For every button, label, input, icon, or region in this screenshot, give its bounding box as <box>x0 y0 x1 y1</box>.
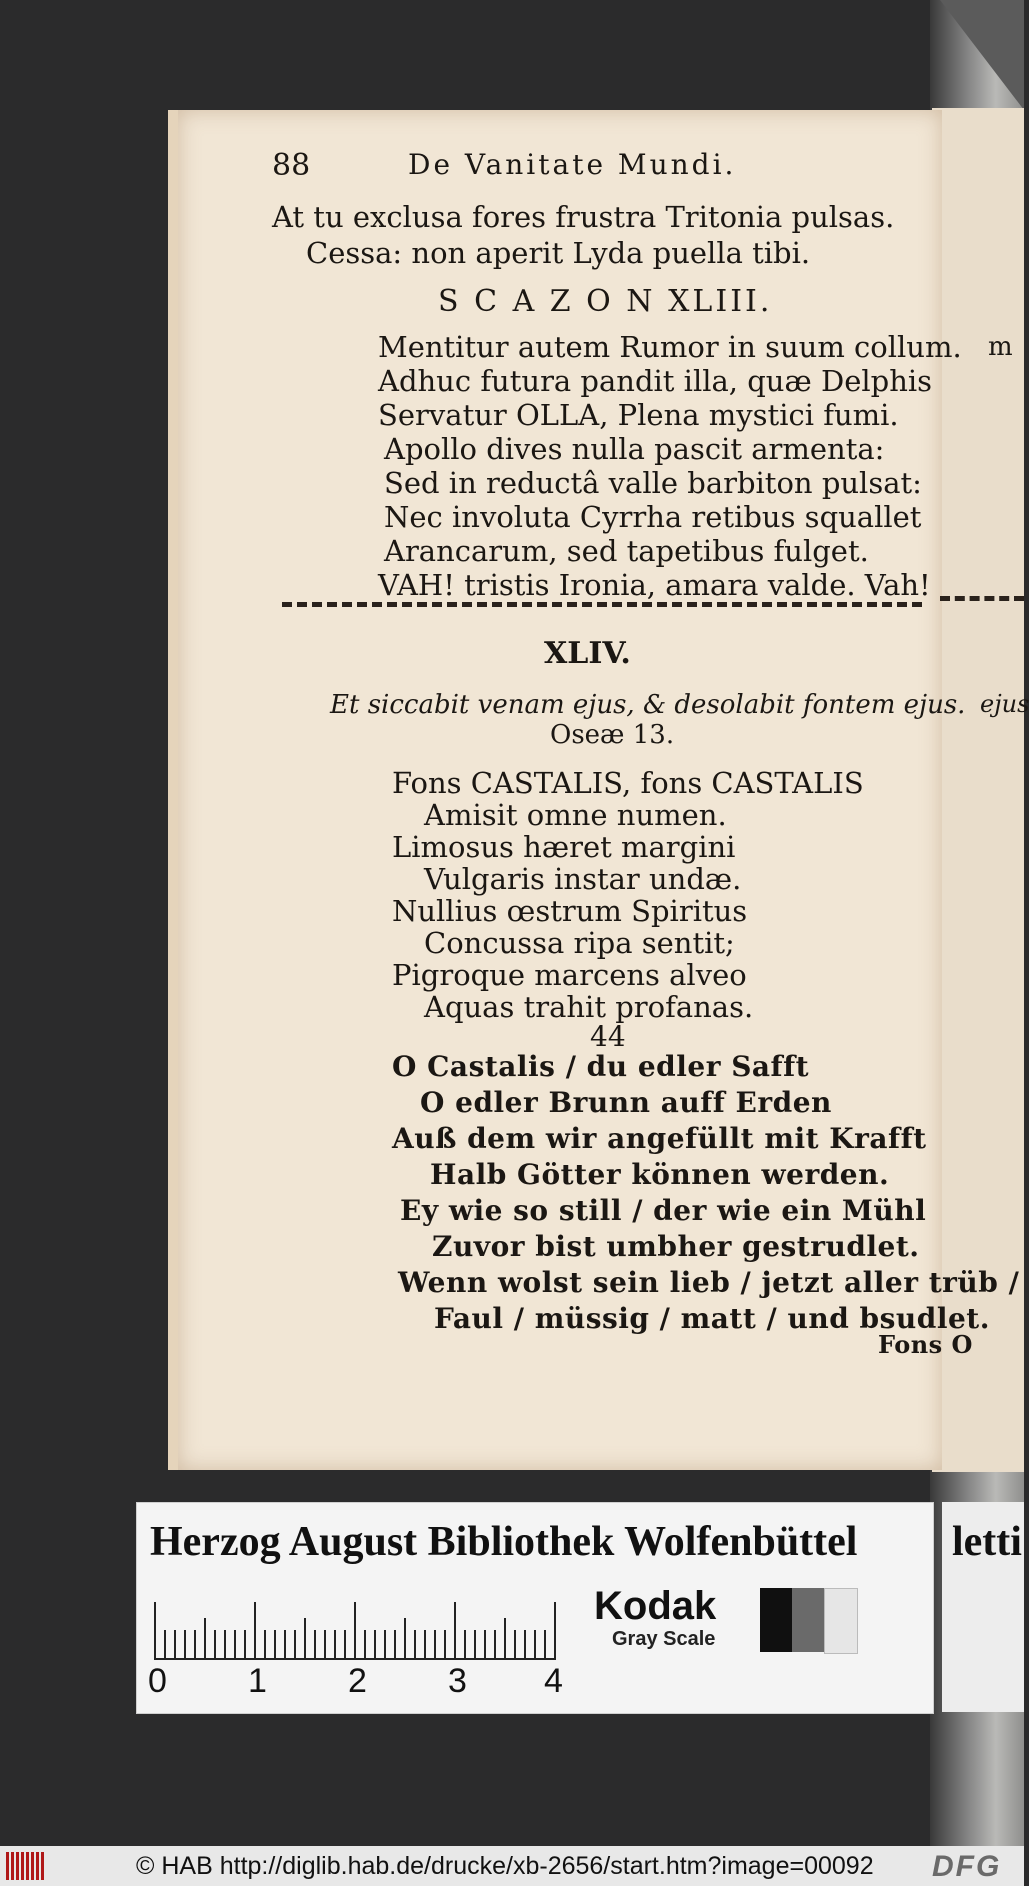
ruler-tick <box>384 1630 386 1658</box>
german-line-1: O Castalis / du edler Safft <box>392 1050 810 1083</box>
ruler-tick <box>514 1630 516 1658</box>
ruler-tick <box>354 1602 356 1658</box>
gray-scale-label: Gray Scale <box>612 1628 716 1650</box>
running-title: De Vanitate Mundi. <box>408 148 737 181</box>
ruler-tick <box>374 1630 376 1658</box>
ruler-tick <box>544 1630 546 1658</box>
motto: Et siccabit venam ejus, & desolabit fontem ejus. <box>330 690 966 720</box>
scazon-line-8: VAH! tristis Ironia, amara valde. Vah! <box>378 568 931 602</box>
hab-logo-icon <box>6 1852 46 1880</box>
swatch-white <box>824 1588 858 1654</box>
ruler-tick <box>214 1630 216 1658</box>
right-page-fragment-2: ejus <box>980 690 1029 718</box>
ruler-tick <box>184 1630 186 1658</box>
german-line-5: Ey wie so still / der wie ein Mühl <box>400 1194 927 1227</box>
kodak-logo: Kodak <box>594 1584 717 1628</box>
facing-divider <box>940 596 1024 601</box>
ruler-tick <box>254 1602 256 1658</box>
ruler-tick <box>224 1630 226 1658</box>
ruler-tick <box>454 1602 456 1658</box>
ruler-tick <box>164 1630 166 1658</box>
ruler-tick <box>404 1618 406 1658</box>
ruler-label-1: 1 <box>248 1662 267 1700</box>
scan-corner-shadow <box>940 0 1024 110</box>
scazon-line-1: Mentitur autem Rumor in suum collum. <box>378 330 962 364</box>
dfg-logo: DFG <box>932 1850 1002 1883</box>
ruler-tick <box>244 1630 246 1658</box>
ruler-tick <box>394 1630 396 1658</box>
ruler-tick <box>234 1630 236 1658</box>
motto-source: Oseæ 13. <box>550 720 675 750</box>
ruler-tick <box>274 1630 276 1658</box>
scazon-line-5: Sed in reductâ valle barbiton pulsat: <box>384 466 922 500</box>
latin-line-7: Pigroque marcens alveo <box>392 958 747 992</box>
ruler-label-4: 4 <box>544 1662 563 1700</box>
ruler-tick <box>434 1630 436 1658</box>
scazon-heading: S C A Z O N XLIII. <box>438 284 773 319</box>
latin-line-5: Nullius œstrum Spiritus <box>392 894 748 928</box>
german-line-7: Wenn wolst sein lieb / jetzt aller trüb / <box>398 1266 1020 1299</box>
ruler-tick <box>444 1630 446 1658</box>
ruler-tick <box>154 1602 156 1658</box>
ruler-tick <box>464 1630 466 1658</box>
ruler-label-3: 3 <box>448 1662 467 1700</box>
ruler-tick <box>474 1630 476 1658</box>
section-heading: XLIV. <box>544 636 631 671</box>
ruler-tick <box>324 1630 326 1658</box>
german-line-6: Zuvor bist umbher gestrudlet. <box>432 1230 920 1263</box>
library-name-fragment: letti <box>952 1519 1022 1565</box>
ruler-tick <box>554 1602 556 1658</box>
ruler-tick <box>174 1630 176 1658</box>
ruler-tick <box>194 1630 196 1658</box>
ruler-label-0: 0 <box>148 1662 167 1700</box>
scazon-line-3: Servatur OLLA, Plena mystici fumi. <box>378 398 899 432</box>
german-line-4: Halb Götter können werden. <box>430 1158 890 1191</box>
ruler-tick <box>294 1630 296 1658</box>
section-divider <box>282 602 922 607</box>
latin-line-2: Amisit omne numen. <box>424 798 727 832</box>
scazon-line-4: Apollo dives nulla pascit armenta: <box>384 432 885 466</box>
page-number: 88 <box>272 148 311 183</box>
ruler-tick <box>284 1630 286 1658</box>
scazon-line-2: Adhuc futura pandit illa, quæ Delphis <box>378 364 933 398</box>
latin-line-4: Vulgaris instar undæ. <box>424 862 742 896</box>
scazon-line-7: Arancarum, sed tapetibus fulget. <box>384 534 869 568</box>
latin-line-1: Fons CASTALIS, fons CASTALIS <box>392 766 864 800</box>
german-line-8: Faul / müssig / matt / und bsudlet. <box>434 1302 990 1335</box>
catchword: Fons O <box>878 1330 973 1359</box>
ruler-tick <box>314 1630 316 1658</box>
ruler-tick <box>364 1630 366 1658</box>
ruler-label-2: 2 <box>348 1662 367 1700</box>
ruler-tick <box>304 1618 306 1658</box>
latin-line-8: Aquas trahit profanas. <box>424 990 754 1024</box>
latin-line-3: Limosus hæret margini <box>392 830 736 864</box>
opening-line-1: At tu exclusa fores frustra Tritonia pulsas. <box>272 200 895 234</box>
right-page-fragment-1: m <box>988 332 1013 362</box>
ruler-tick <box>414 1630 416 1658</box>
scazon-line-6: Nec involuta Cyrrha retibus squallet <box>384 500 922 534</box>
footer-source-link[interactable]: © HAB http://diglib.hab.de/drucke/xb-2656/start.htm?image=00092 <box>136 1852 874 1880</box>
ruler-tick <box>524 1630 526 1658</box>
measuring-ruler <box>154 1596 556 1660</box>
german-line-3: Auß dem wir angefüllt mit Krafft <box>392 1122 927 1155</box>
german-line-2: O edler Brunn auff Erden <box>420 1086 832 1119</box>
ruler-tick <box>344 1630 346 1658</box>
latin-line-6: Concussa ripa sentit; <box>424 926 735 960</box>
ruler-tick <box>264 1630 266 1658</box>
ruler-tick <box>534 1630 536 1658</box>
german-number: 44 <box>590 1020 626 1053</box>
ruler-tick <box>484 1630 486 1658</box>
ruler-tick <box>424 1630 426 1658</box>
library-name: Herzog August Bibliothek Wolfenbüttel <box>150 1519 858 1565</box>
ruler-tick <box>504 1618 506 1658</box>
swatch-black <box>760 1588 792 1652</box>
ruler-tick <box>334 1630 336 1658</box>
ruler-tick <box>494 1630 496 1658</box>
ruler-tick <box>204 1618 206 1658</box>
opening-line-2: Cessa: non aperit Lyda puella tibi. <box>306 236 811 270</box>
swatch-gray <box>792 1588 824 1652</box>
